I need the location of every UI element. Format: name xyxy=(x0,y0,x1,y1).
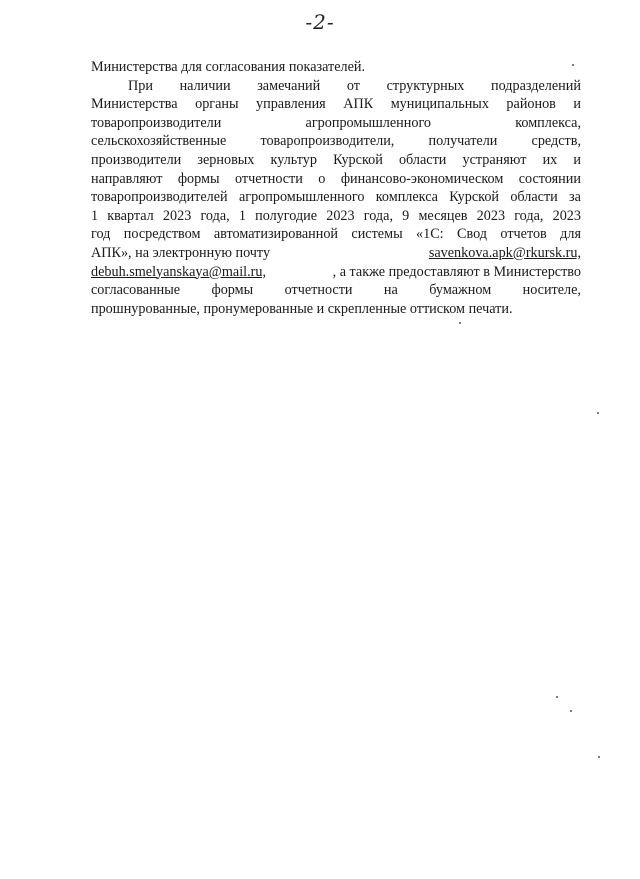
word: 2023 xyxy=(552,207,581,224)
text-line: Министерства для согласования показателей. xyxy=(91,59,366,75)
word: бумажном xyxy=(429,282,492,299)
text-line-justified xyxy=(91,151,581,170)
word: агропромышленного xyxy=(238,189,365,206)
email-link-savenkova[interactable]: savenkova.apk@rkursk.ru, xyxy=(428,244,581,261)
word: структурных xyxy=(386,77,465,94)
word: получатели xyxy=(428,133,498,150)
word: Свод xyxy=(457,226,487,243)
word: товаропроизводителей xyxy=(91,189,228,206)
word: Курской xyxy=(449,189,500,206)
word: 1 xyxy=(91,207,99,224)
text-line-justified xyxy=(91,170,581,189)
text-line-justified xyxy=(91,95,581,114)
text-line-justified xyxy=(91,188,581,207)
word: устраняют xyxy=(462,151,527,168)
word: производители xyxy=(91,151,182,168)
word: муниципальных xyxy=(390,96,489,113)
scan-speck xyxy=(459,322,461,324)
word: АПК xyxy=(343,96,374,113)
word: состоянии xyxy=(518,170,581,187)
word: сельскохозяйственные xyxy=(91,133,227,150)
text-line-justified xyxy=(91,225,581,244)
word: формы xyxy=(177,170,220,187)
word: от xyxy=(346,77,360,94)
email-link-debuh[interactable]: debuh.smelyanskaya@mail.ru, xyxy=(91,263,266,280)
word: месяцев xyxy=(418,207,468,224)
text-line-justified xyxy=(91,77,581,96)
word: товаропроизводители, xyxy=(260,133,395,150)
scan-speck xyxy=(556,696,558,698)
scan-speck xyxy=(598,756,600,758)
word: агропромышленного xyxy=(305,114,432,131)
word: носителе, xyxy=(522,282,581,299)
text-line-justified xyxy=(91,132,581,151)
word: органы xyxy=(195,96,239,113)
word: финансово-экономическом xyxy=(340,170,504,187)
word: 2023 xyxy=(326,207,355,224)
word: и xyxy=(573,96,581,113)
word: районов xyxy=(506,96,556,113)
word: товаропроизводители xyxy=(91,114,222,131)
word: и xyxy=(573,151,581,168)
word: 1 xyxy=(238,207,246,224)
word: комплекса xyxy=(375,189,438,206)
document-body xyxy=(91,58,581,318)
word: полугодие xyxy=(255,207,318,224)
word: При xyxy=(128,77,153,94)
word: зерновых xyxy=(197,151,255,168)
word: автоматизированной xyxy=(213,226,339,243)
word: год xyxy=(91,226,111,243)
scan-speck xyxy=(597,412,599,414)
text-line-with-email xyxy=(91,244,581,263)
word: 9 xyxy=(402,207,410,224)
word: «1С: xyxy=(416,226,444,243)
word: за xyxy=(569,189,581,206)
text-line: прошнурованные, пронумерованные и скрепленные оттиском печати. xyxy=(91,300,513,317)
word: средств, xyxy=(531,133,581,150)
text-fragment: АПК», на электронную почту xyxy=(91,244,271,261)
text-fragment: , а также предоставляют в Министерство xyxy=(332,263,581,280)
word: подразделений xyxy=(491,77,581,94)
word: года, xyxy=(363,207,393,224)
word: отчетности xyxy=(284,282,353,299)
word: Министерства xyxy=(91,96,178,113)
word: для xyxy=(560,226,581,243)
word: о xyxy=(318,170,326,187)
word: области xyxy=(510,189,558,206)
word: формы xyxy=(211,282,254,299)
word: отчетности xyxy=(234,170,303,187)
word: года, xyxy=(200,207,230,224)
scan-speck xyxy=(570,710,572,712)
text-line-justified xyxy=(91,207,581,226)
word: посредством xyxy=(123,226,201,243)
word: квартал xyxy=(107,207,154,224)
scan-speck xyxy=(572,64,574,66)
word: отчетов xyxy=(500,226,547,243)
word: области xyxy=(398,151,447,168)
word: направляют xyxy=(91,170,163,187)
word: культур xyxy=(270,151,317,168)
word: наличии xyxy=(179,77,231,94)
word: согласованные xyxy=(91,282,181,299)
word: на xyxy=(383,282,398,299)
page-number: -2- xyxy=(305,10,335,34)
text-line-justified xyxy=(91,281,581,300)
word: их xyxy=(542,151,558,168)
text-line-justified xyxy=(91,114,581,133)
word: года, xyxy=(514,207,544,224)
word: 2023 xyxy=(162,207,192,224)
word: Курской xyxy=(333,151,383,168)
text-line-with-email xyxy=(91,263,581,282)
word: комплекса, xyxy=(515,114,581,131)
word: 2023 xyxy=(476,207,506,224)
word: замечаний xyxy=(257,77,321,94)
word: системы xyxy=(351,226,403,243)
word: управления xyxy=(256,96,326,113)
